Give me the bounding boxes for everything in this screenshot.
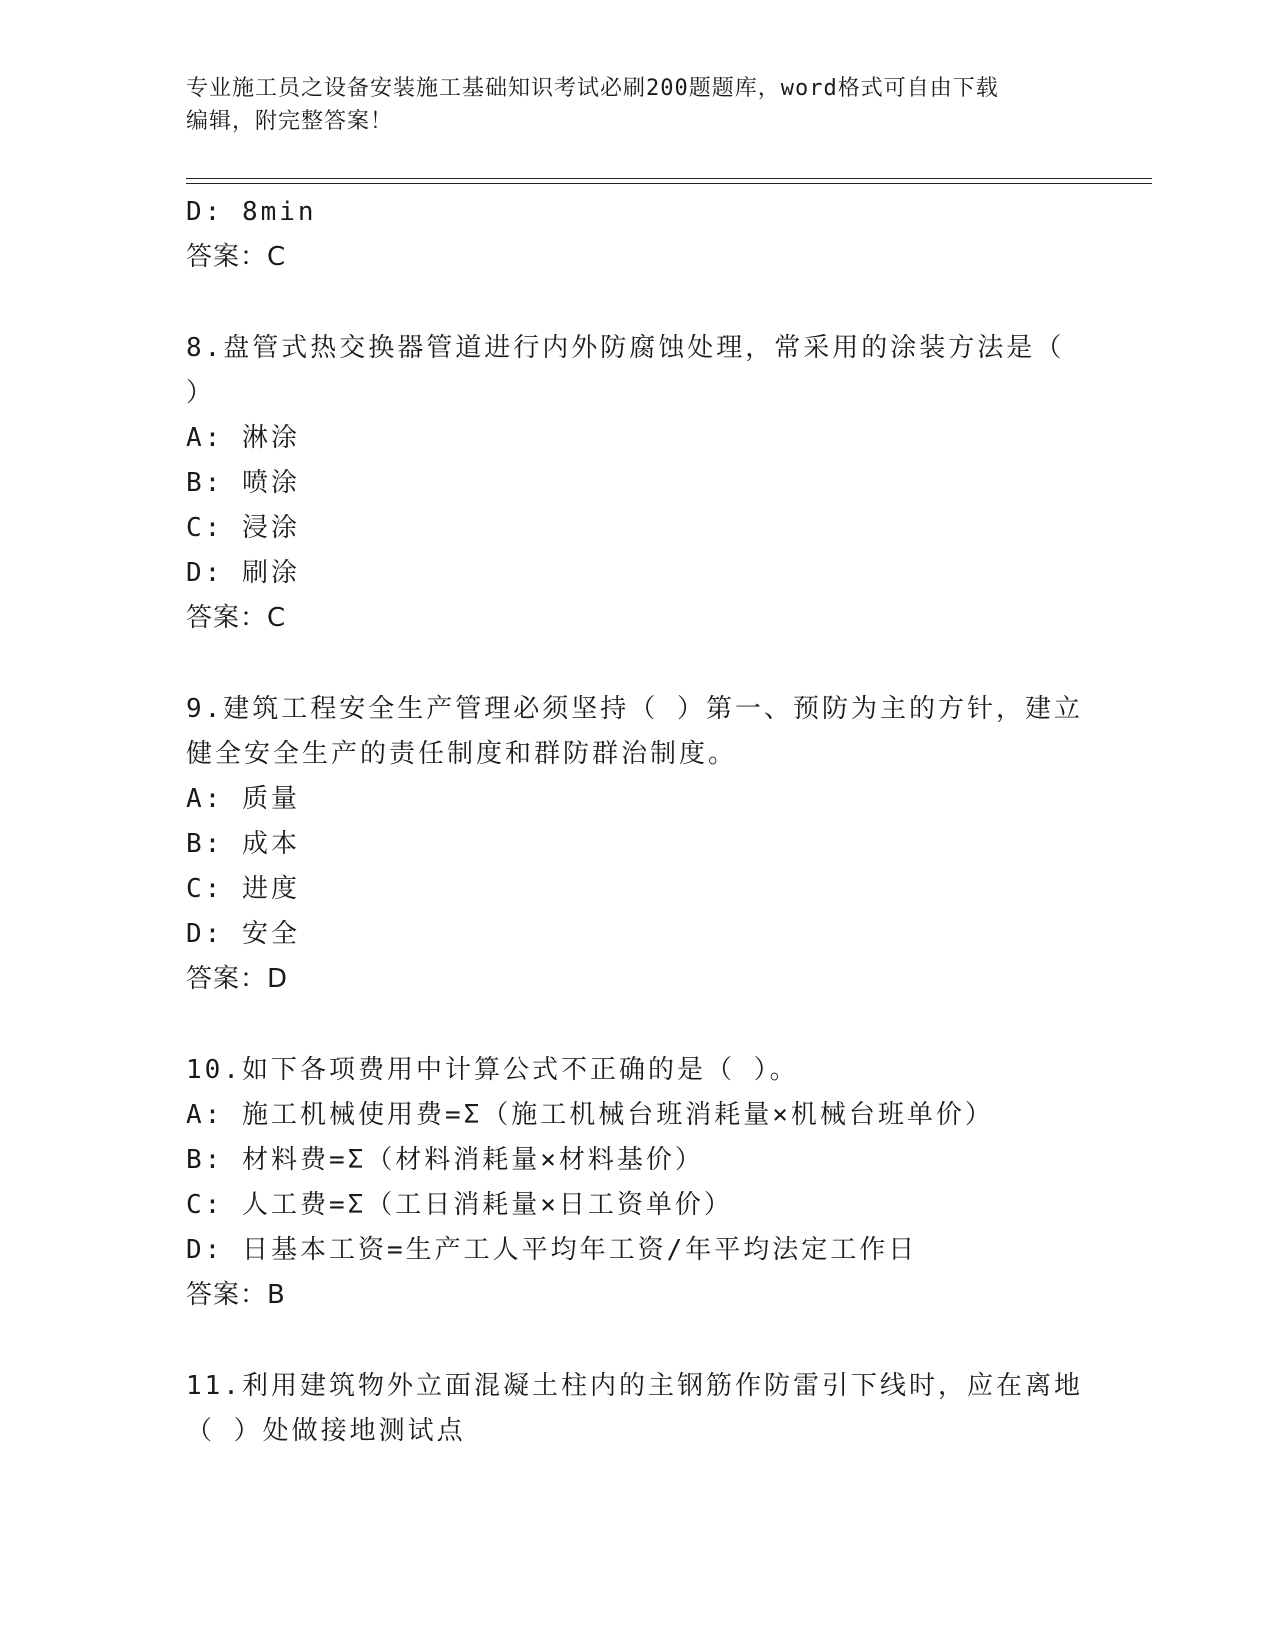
option-c: C: 人工费=Σ（工日消耗量×日工资单价） xyxy=(186,1190,733,1220)
header-divider-bottom xyxy=(186,183,1152,184)
question-text: 11.利用建筑物外立面混凝土柱内的主钢筋作防雷引下线时，应在离地 xyxy=(186,1371,1083,1401)
question-10 xyxy=(186,1048,1076,1318)
question-8 xyxy=(186,326,1076,641)
answer: 答案：C xyxy=(186,242,287,272)
header-line-2: 编辑，附完整答案！ xyxy=(186,109,394,134)
question-text: 10.如下各项费用中计算公式不正确的是（ ）。 xyxy=(186,1055,799,1085)
option-d: D: 日基本工资=生产工人平均年工资/年平均法定工作日 xyxy=(186,1235,918,1265)
question-9 xyxy=(186,687,1083,1002)
answer: 答案：D xyxy=(186,964,289,994)
option-a: A: 淋涂 xyxy=(186,423,300,453)
option-d: D: 安全 xyxy=(186,919,300,949)
option-a: A: 质量 xyxy=(186,784,300,814)
question-text-cont: 健全安全生产的责任制度和群防群治制度。 xyxy=(186,739,738,769)
question-text: 9.建筑工程安全生产管理必须坚持（ ）第一、预防为主的方针，建立 xyxy=(186,694,1083,724)
header-divider-top xyxy=(186,178,1152,179)
option-c: C: 浸涂 xyxy=(186,513,300,543)
option-d: D: 刷涂 xyxy=(186,558,300,588)
question-7-tail xyxy=(186,190,1076,280)
option-b: B: 材料费=Σ（材料消耗量×材料基价） xyxy=(186,1145,704,1175)
question-11 xyxy=(186,1364,1083,1454)
question-text-cont: ） xyxy=(186,378,216,408)
question-text-cont: （ ）处做接地测试点 xyxy=(186,1416,466,1446)
option-c: C: 进度 xyxy=(186,874,300,904)
document-header xyxy=(186,72,1086,138)
option-b: B: 成本 xyxy=(186,829,300,859)
answer: 答案：B xyxy=(186,1280,286,1310)
option-b: B: 喷涂 xyxy=(186,468,300,498)
answer: 答案：C xyxy=(186,603,287,633)
option-d: D: 8min xyxy=(186,197,317,227)
question-text: 8.盘管式热交换器管道进行内外防腐蚀处理，常采用的涂装方法是（ xyxy=(186,333,1065,363)
option-a: A: 施工机械使用费=Σ（施工机械台班消耗量×机械台班单价） xyxy=(186,1100,994,1130)
header-line-1: 专业施工员之设备安装施工基础知识考试必刷200题题库，word格式可自由下载 xyxy=(186,76,999,101)
question-list xyxy=(186,190,1083,1454)
